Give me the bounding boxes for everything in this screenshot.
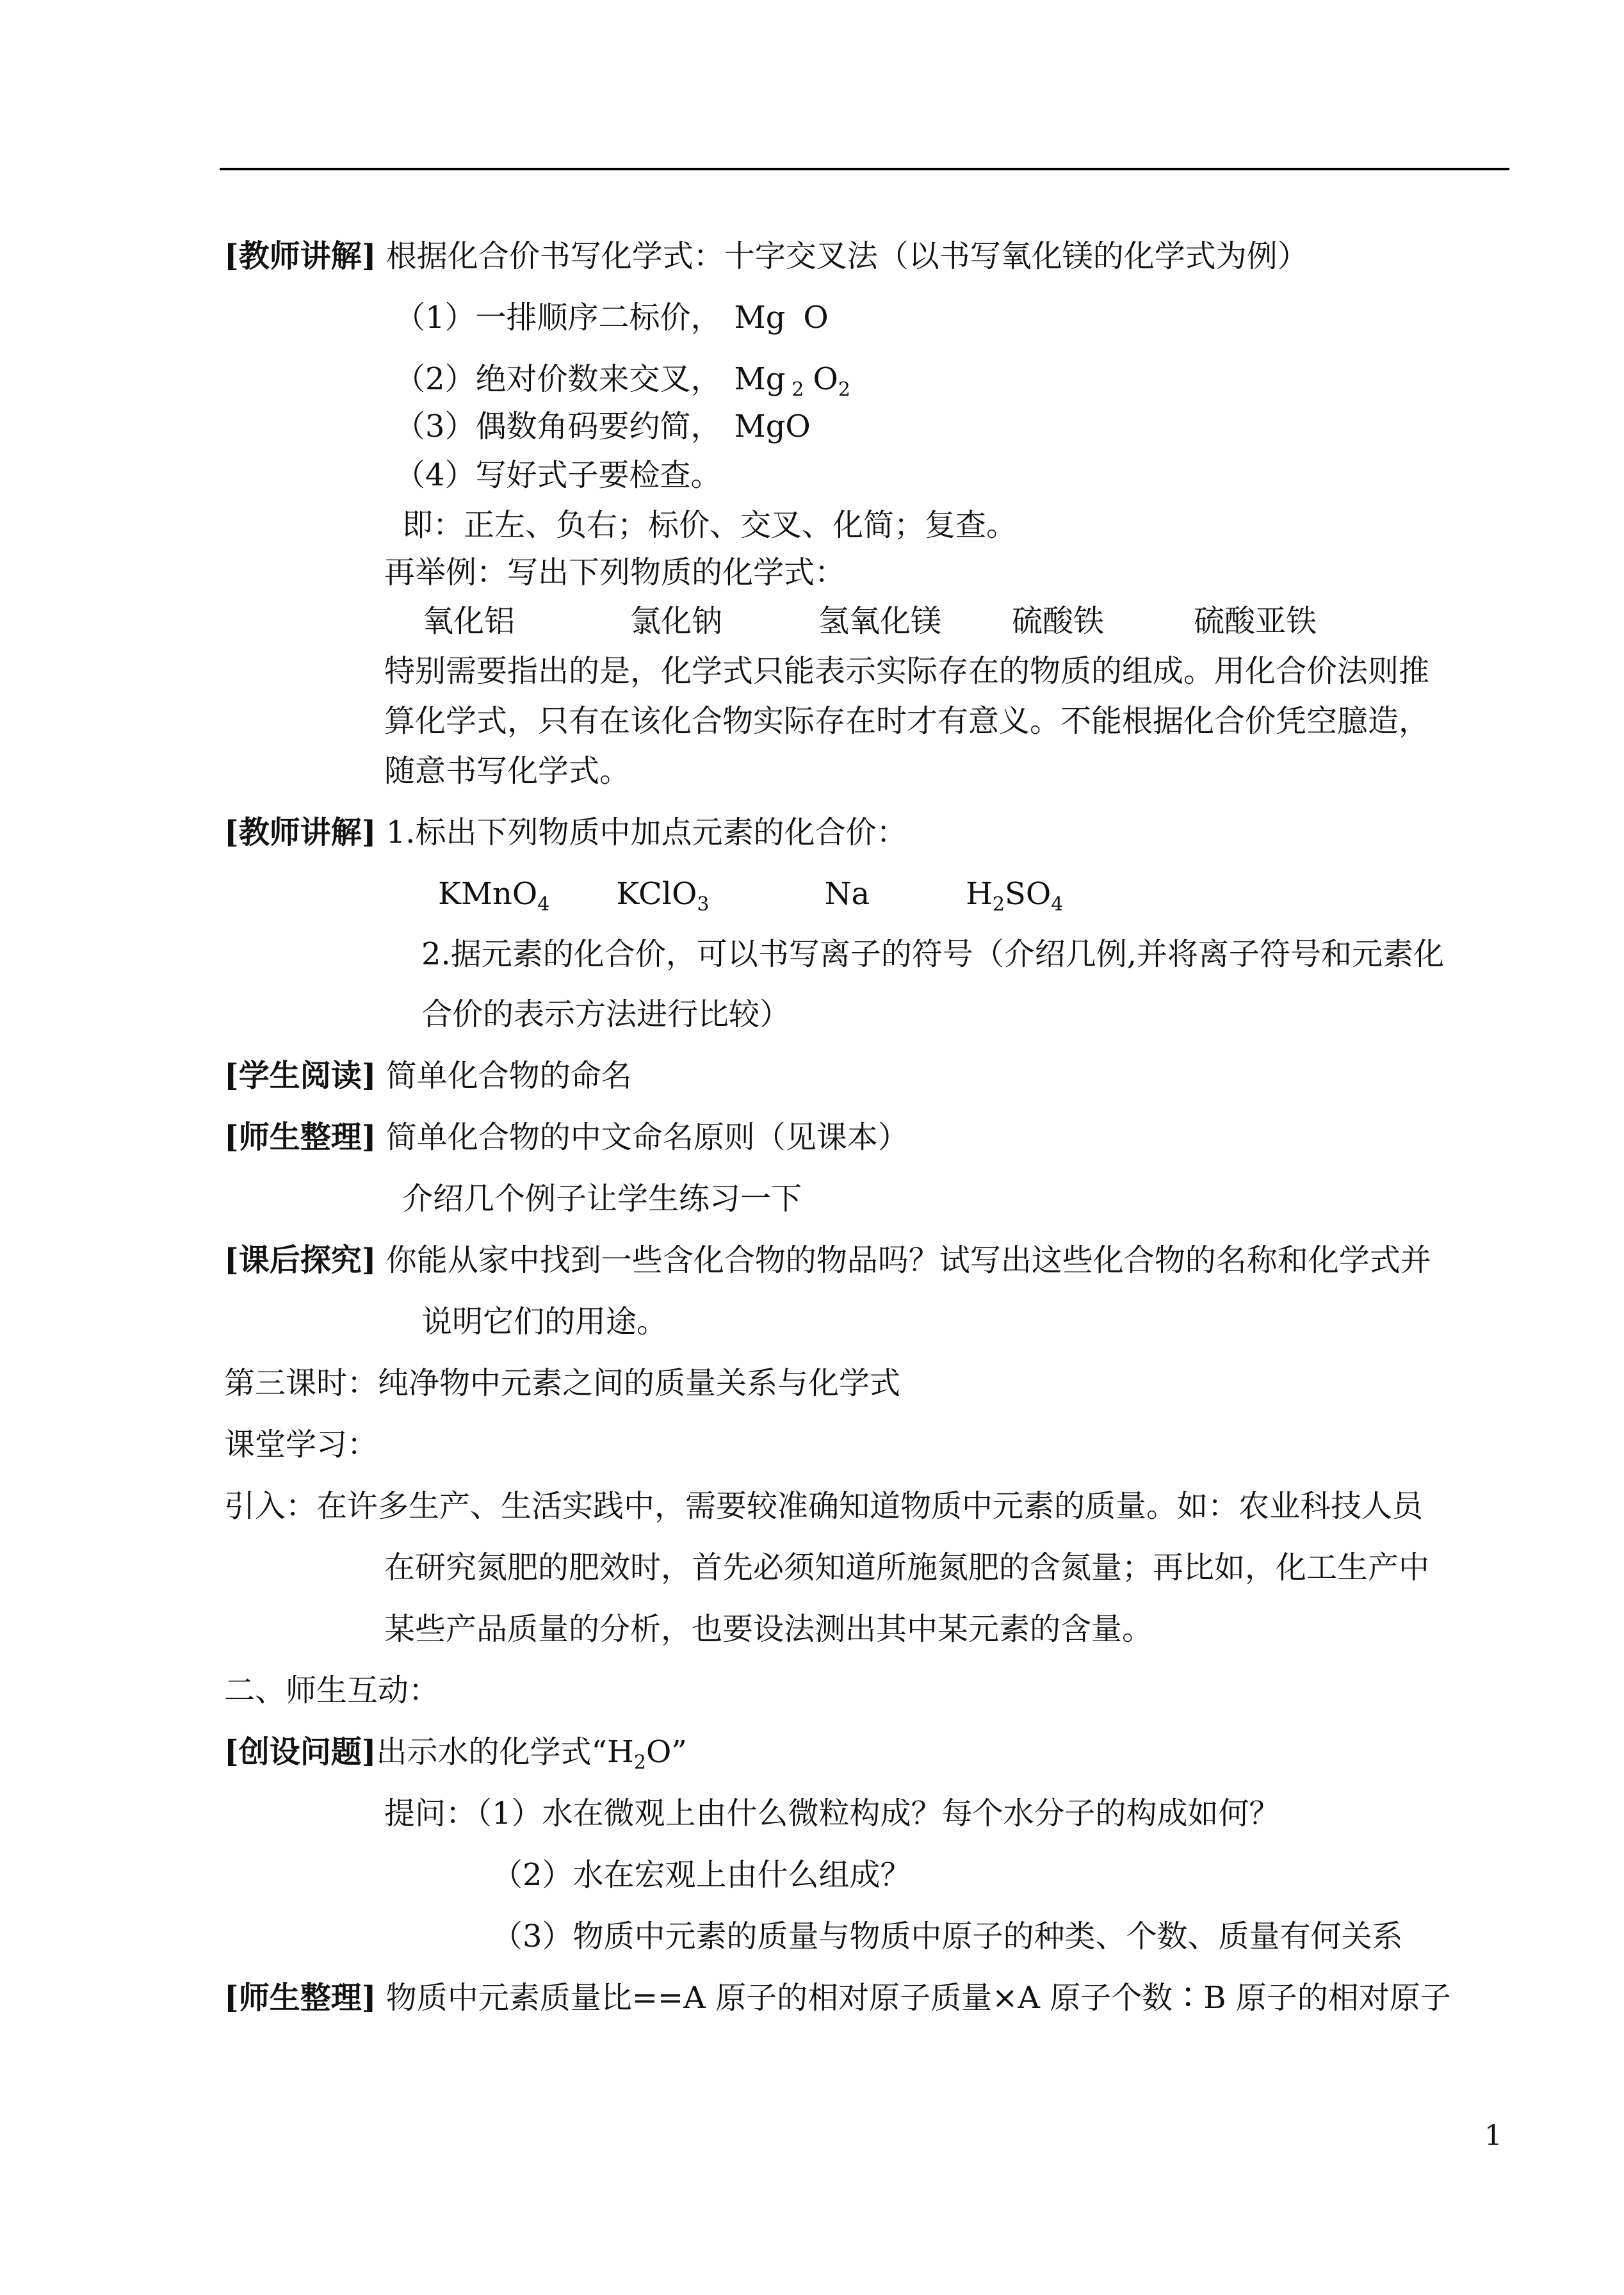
page-number: 1	[1484, 2120, 1502, 2152]
subscript: 3	[697, 893, 710, 916]
line-text: 提问：（1）水在微观上由什么微粒构成？每个水分子的构成如何？	[384, 1796, 1280, 1831]
question-1	[384, 1794, 1280, 1833]
formula-row	[438, 875, 1064, 916]
line-text: 1.标出下列物质中加点元素的化合价：	[386, 815, 907, 850]
example-item: 氧化铝	[423, 603, 516, 639]
section-two-title	[224, 1671, 439, 1710]
line-text: 二、师生互动：	[224, 1673, 440, 1708]
ion-line-2	[421, 995, 790, 1034]
example-items	[423, 602, 1317, 640]
example-item: 硫酸铁	[1012, 603, 1105, 639]
section-tag: [教师讲解]	[224, 815, 377, 850]
example-text: 再举例：写出下列物质的化学式：	[384, 555, 846, 590]
formula-na: Na	[824, 876, 870, 912]
intro-line-2	[384, 1548, 1429, 1587]
step-1	[394, 298, 829, 337]
intro-line-3	[384, 1610, 1153, 1648]
para-create-question	[224, 1733, 687, 1774]
intro-line-1	[224, 1487, 1423, 1525]
formula-part: SO	[1005, 876, 1052, 912]
example-item: 氯化钠	[630, 603, 723, 639]
header-rule	[220, 168, 1509, 170]
para-summary-1	[224, 1118, 909, 1156]
note-line-1	[384, 652, 1429, 690]
formula: O	[803, 300, 829, 336]
formula: Mg	[734, 361, 786, 397]
line-text: 物质中元素质量比==A 原子的相对原子质量×A 原子个数∶B 原子的相对原子	[386, 1980, 1451, 2016]
formula-h2o: H	[606, 1734, 634, 1770]
step-text: （2）绝对价数来交叉，	[394, 361, 722, 397]
para-after-class	[224, 1241, 1431, 1279]
note-text: 算化学式，只有在该化合物实际存在时才有意义。不能根据化合价凭空臆造，	[384, 703, 1430, 739]
step-text: （4）写好式子要检查。	[394, 457, 722, 493]
line-text: 课堂学习：	[224, 1427, 378, 1463]
subscript: 2	[633, 1751, 646, 1774]
line-text: 说明它们的用途。	[421, 1304, 668, 1340]
line-text: 2.据元素的化合价，可以书写离子的符号（介绍几例,并将离子符号和元素化	[421, 936, 1445, 972]
formula: MgO	[734, 409, 811, 444]
line-text: 简单化合物的中文命名原则（见课本）	[386, 1119, 909, 1155]
step-2	[394, 360, 850, 401]
formula: Mg	[734, 300, 786, 336]
summary-continuation	[402, 1180, 802, 1218]
section-tag: [创设问题]	[224, 1734, 377, 1770]
formula-h2so4: H	[966, 876, 993, 912]
note-text: 特别需要指出的是，化学式只能表示实际存在的物质的组成。用化合价法则推	[384, 653, 1430, 689]
step-3	[394, 407, 811, 446]
section-tag: [师生整理]	[224, 1119, 377, 1155]
line-text: 在研究氮肥的肥效时，首先必须知道所施氮肥的含氮量；再比如，化工生产中	[384, 1550, 1430, 1585]
line-text: 根据化合价书写化学式：十字交叉法（以书写氧化镁的化学式为例）	[386, 238, 1308, 274]
note-line-2	[384, 702, 1429, 740]
subscript: 2	[838, 378, 850, 401]
step-summary	[402, 506, 1017, 544]
lesson-three-title	[224, 1364, 900, 1402]
section-tag: [师生整理]	[224, 1980, 377, 2016]
section-tag: [课后探究]	[224, 1242, 377, 1278]
ion-line-1	[421, 935, 1444, 973]
formula-kmno4: KMnO	[438, 876, 538, 912]
para-summary-2	[224, 1979, 1451, 2017]
line-text: （2）水在宏观上由什么组成？	[492, 1857, 911, 1893]
formula-part: O	[646, 1734, 672, 1770]
example-intro	[384, 553, 845, 592]
question-2	[492, 1856, 911, 1894]
classroom-learning	[224, 1425, 378, 1464]
line-text: 第三课时：纯净物中元素之间的质量关系与化学式	[224, 1365, 901, 1401]
line-text: 介绍几个例子让学生练习一下	[402, 1181, 802, 1217]
subscript: 2	[792, 378, 804, 401]
line-text: 你能从家中找到一些含化合物的物品吗？试写出这些化合物的名称和化学式并	[386, 1242, 1431, 1278]
step-4	[394, 456, 722, 494]
line-text: 某些产品质量的分析，也要设法测出其中某元素的含量。	[384, 1611, 1153, 1647]
para-student-reading	[224, 1057, 632, 1095]
question-3	[492, 1917, 1403, 1956]
subscript: 2	[992, 893, 1005, 916]
line-text: 出示水的化学式“	[376, 1734, 607, 1770]
step-text: （3）偶数角码要约简，	[394, 409, 722, 444]
line-text: 简单化合物的命名	[386, 1058, 632, 1094]
formula-kclo3: KClO	[616, 876, 697, 912]
intro-lead: 引入：	[224, 1488, 317, 1524]
section-tag: [教师讲解]	[224, 238, 377, 274]
example-item: 硫酸亚铁	[1194, 603, 1317, 639]
line-text: （3）物质中元素的质量与物质中原子的种类、个数、质量有何关系	[492, 1918, 1403, 1954]
summary-text: 即：正左、负右；标价、交叉、化简；复查。	[402, 507, 1018, 543]
note-line-3	[384, 752, 630, 790]
line-text: 合价的表示方法进行比较）	[421, 996, 791, 1032]
section-tag: [学生阅读]	[224, 1058, 377, 1094]
quote-end: ”	[671, 1734, 687, 1770]
line-text: 在许多生产、生活实践中，需要较准确知道物质中元素的质量。如：农业科技人员	[316, 1488, 1424, 1524]
note-text: 随意书写化学式。	[384, 753, 631, 789]
after-class-continuation	[421, 1302, 667, 1341]
formula: O	[813, 361, 838, 397]
para-teacher-explain-1	[224, 237, 1308, 275]
subscript: 4	[537, 893, 550, 916]
subscript: 4	[1051, 893, 1064, 916]
para-teacher-explain-2	[224, 813, 907, 852]
example-item: 氢氧化镁	[818, 603, 942, 639]
step-text: （1）一排顺序二标价，	[394, 300, 722, 336]
